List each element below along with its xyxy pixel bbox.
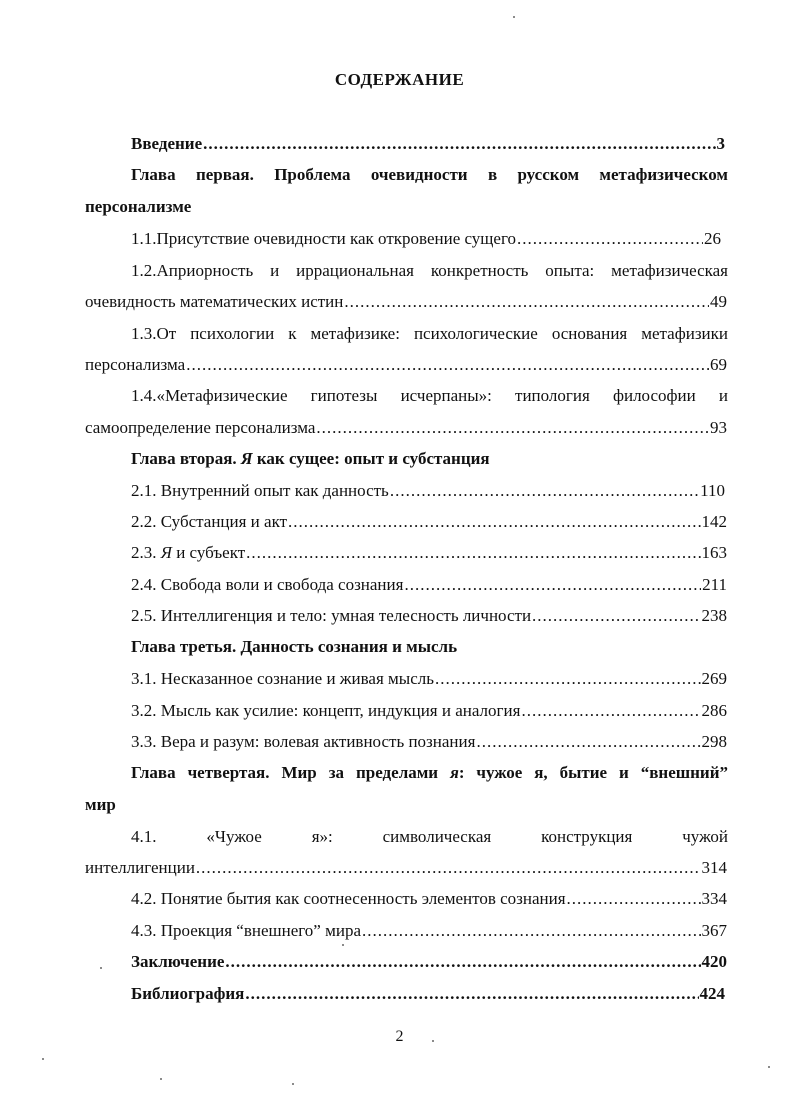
toc-label-ya: Я [160,543,172,562]
scan-speck [42,1058,44,1060]
toc-label: персонализма [85,355,186,374]
toc-word: «Чужое [206,827,262,846]
leader-dots [203,133,715,155]
toc-page: 110 [700,481,725,500]
chapter-4-title-ya: я [450,763,459,782]
toc-word: конструкция [541,827,633,846]
toc-entry-intro[interactable] [131,133,725,155]
scan-speck [768,1066,770,1068]
chapter-4-title-line1[interactable] [131,762,728,784]
toc-entry-4-1-line1[interactable] [131,826,728,848]
leader-dots [246,542,700,564]
toc-label: 2.2. Субстанция и акт [131,512,288,531]
toc-entry-2-5[interactable] [131,605,727,627]
leader-dots [362,920,701,942]
toc-label: очевидность математических истин [85,292,344,311]
toc-page: 367 [701,921,727,940]
toc-label: Введение [131,134,203,153]
toc-page: 69 [710,355,727,374]
toc-page: 269 [701,669,727,688]
toc-label: 2.1. Внутренний опыт как данность [131,481,389,500]
toc-entry-bibliography[interactable] [131,983,725,1005]
toc-entry-1-4-line1[interactable]: 1.4.«Метафизические гипотезы исчерпаны»: типология философии и [131,386,728,405]
toc-word: чужой [682,827,728,846]
chapter-4-title-suffix: : чужое я, бытие и “внешний” [458,763,728,782]
toc-label: 4.2. Понятие бытия как соотнесенность элементов сознания [131,889,566,908]
page-title: СОДЕРЖАНИЕ [334,70,465,89]
leader-dots [288,511,700,533]
toc-entry-2-3[interactable] [131,542,727,564]
toc-entry-3-2[interactable] [131,700,727,722]
leader-dots [245,983,698,1005]
scan-speck [342,944,344,946]
toc-entry-1-3-line2[interactable] [85,354,727,376]
toc-word: я»: [311,827,333,846]
toc-label: 3.2. Мысль как усилие: концепт, индукция и аналогия [131,701,521,720]
toc-label-suffix: и субъект [171,543,246,562]
toc-page: 26 [704,229,721,248]
leader-dots [521,700,700,722]
scan-speck [292,1083,294,1085]
chapter-4-title-prefix: Глава четвертая. Мир за пределами [131,763,451,782]
toc-entry-2-1[interactable] [131,480,725,502]
leader-dots [196,857,701,879]
toc-entry-1-3-line1[interactable]: 1.3.От психологии к метафизике: психологические основания метафизики [131,324,728,343]
chapter-3-title[interactable]: Глава третья. Данность сознания и мысль [131,637,458,656]
toc-entry-4-3[interactable] [131,920,727,942]
toc-page: 298 [701,732,727,751]
toc-entry-4-2[interactable] [131,888,727,910]
leader-dots [435,668,700,690]
toc-page: 163 [701,543,727,562]
toc-page: 420 [701,952,727,971]
toc-page: 93 [710,418,727,437]
chapter-4-title-line2[interactable]: мир [85,795,116,814]
leader-dots [517,228,703,250]
toc-word: 4.1. [131,827,157,846]
chapter-1-title-line2[interactable]: персонализме [85,197,192,216]
toc-label: 1.1.Присутствие очевидности как откровение сущего [131,229,516,248]
scan-speck [100,967,102,969]
toc-page: 424 [699,984,725,1003]
toc-page: 286 [701,701,727,720]
toc-label: 2.4. Свобода воли и свобода сознания [131,575,404,594]
toc-page: 238 [701,606,727,625]
toc-label-prefix: 2.3. [131,543,161,562]
toc-entry-conclusion[interactable] [131,951,727,973]
toc-page: 49 [710,292,727,311]
toc-entry-2-4[interactable] [131,574,727,596]
toc-entry-1-4-line2[interactable] [85,417,727,439]
toc-label: 4.3. Проекция “внешнего” мира [131,921,361,940]
leader-dots [567,888,701,910]
chapter-2-title-prefix: Глава вторая. [131,449,241,468]
toc-word: символическая [382,827,492,846]
toc-label: 2.5. Интеллигенция и тело: умная телесность личности [131,606,532,625]
chapter-2-title-ya: Я [240,449,253,468]
chapter-2-title-suffix: как сущее: опыт и субстанция [252,449,490,468]
page-number: 2 [395,1028,404,1045]
leader-dots [316,417,709,439]
toc-page: 211 [702,575,727,594]
toc-label: самоопределение персонализма [85,418,316,437]
leader-dots [476,731,700,753]
toc-label: 3.3. Вера и разум: волевая активность познания [131,732,476,751]
leader-dots [532,605,700,627]
toc-label: Заключение [131,952,225,971]
chapter-1-title-line1[interactable]: Глава первая. Проблема очевидности в русском метафизическом [131,165,728,184]
toc-page: 334 [701,889,727,908]
toc-entry-4-1-line2[interactable] [85,857,727,879]
toc-label: интеллигенции [85,858,195,877]
leader-dots [225,951,700,973]
toc-entry-3-1[interactable] [131,668,727,690]
toc-entry-2-2[interactable] [131,511,727,533]
leader-dots [390,480,699,502]
toc-page: 3 [716,134,725,153]
scan-speck [160,1078,162,1080]
toc-entry-1-2-line2[interactable] [85,291,727,313]
leader-dots [404,574,701,596]
toc-entry-1-1[interactable] [131,228,721,250]
toc-entry-3-3[interactable] [131,731,727,753]
toc-label: 3.1. Несказанное сознание и живая мысль [131,669,435,688]
leader-dots [186,354,709,376]
toc-page: 314 [701,858,727,877]
toc-label [131,542,245,564]
toc-page: 142 [701,512,727,531]
leader-dots [344,291,709,313]
scan-speck [513,16,515,18]
scan-speck [432,1040,434,1042]
chapter-2-title[interactable] [131,448,731,470]
toc-label: Библиография [131,984,245,1003]
toc-entry-1-2-line1[interactable]: 1.2.Априорность и иррациональная конкретность опыта: метафизическая [131,261,728,280]
